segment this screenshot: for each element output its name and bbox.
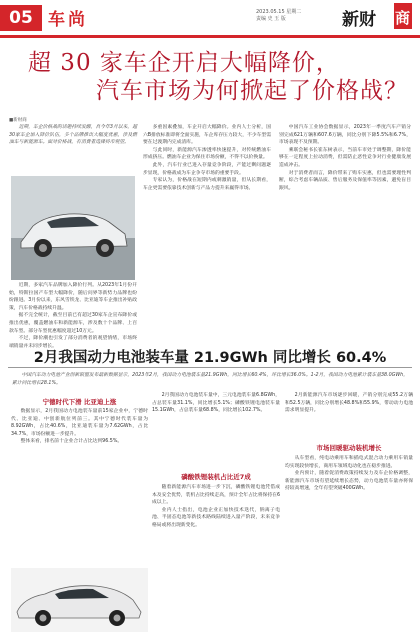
- subhead-2: 磷酸铁锂装机占比近7成: [181, 473, 251, 481]
- article-column-3: [279, 124, 411, 342]
- lead-paragraph: 近期，车企价格战的话题持续发酵，自今年3月以来，超30家车企加入降价队伍，多个品牌推出大幅度优惠，涉及燃油车与新能源车。面对价格战，有消费者选择持币观望。: [9, 125, 137, 146]
- dateline: [256, 9, 301, 23]
- paragraph: 2月新能源汽车市场逐步回暖，产销分别完成55.2万辆和52.5万辆，同比分别增长48.8%和55.9%，带动动力电池需求明显提升。: [285, 393, 413, 414]
- car-photo: [11, 176, 135, 280]
- paragraph: 随着新能源汽车市场进一步下沉，磷酸铁锂电池凭借成本及安全优势，装机占比持续走高，预计全年占比将保持在6成以上。: [152, 485, 280, 506]
- section2-rule: [8, 367, 412, 368]
- article-column-2: [143, 124, 271, 342]
- page-number-badge: 05: [0, 5, 42, 31]
- paragraph: 整体来看，排名前十企业合计占比达到96.5%。: [20, 439, 123, 445]
- section2-column-2b: [152, 484, 280, 634]
- newspaper-logo: [340, 1, 414, 33]
- svg-text:新财: 新财: [342, 10, 376, 30]
- section2-lead: [12, 372, 408, 388]
- date-text: 2023.05.15 星期二: [256, 9, 302, 15]
- lead-paragraph: 中国汽车动力电池产业创新联盟发布最新数据显示，2023年2月，我国动力电池装车量21.9GWh，同比增长60.4%，环比增长36.0%。1-2月，我国动力电池累计装车量38.0GWh，累计同比增长28.1%。: [12, 373, 408, 386]
- section2-headline: 2月我国动力电池装车量 21.9GWh 同比增长 60.4%: [33, 350, 387, 366]
- paragraph: 多重因素叠加，车企开启大幅降价。业内人士分析，国六B排放标准即将全面实施，车企库存压力较大，不少车型需要在过渡期内完成清库。: [143, 125, 272, 146]
- header-rule: [0, 35, 420, 38]
- paragraph: 从车型看，纯电动乘用车和插电式混合动力乘用车销量均实现较快增长，商用车领域电动化也在稳步推进。: [285, 456, 413, 469]
- paragraph: 此外，汽车行业已进入存量竞争阶段，产能过剩问题逐步显现，价格战成为车企争夺市场的重要手段。: [143, 162, 271, 176]
- headline-line-1: 超 30 家车企开启大幅降价，: [28, 50, 340, 76]
- paragraph: 与此同时，新能源汽车渗透率快速提升，对传统燃油车形成挤压。燃油车企业为保住市场份额，不得不以价换量。: [143, 147, 271, 161]
- subhead-1: 宁德时代下滑 比亚迪上涨: [42, 398, 117, 406]
- svg-text:商: 商: [395, 9, 411, 27]
- section2-column-1: [11, 408, 148, 564]
- paragraph: 专家认为，价格战在短期内或刺激销量，但从长期看，车企更需要依靠技术创新与产品力提升来赢得市场。: [143, 178, 271, 191]
- subhead-3: 市场回暖驱动装机增长: [316, 444, 382, 452]
- paragraph: 乘联会秘书长崔东树表示，当前车市处于调整期，降价能够在一定程度上拉动消费，但需防止恶性竞争对行业健康发展造成冲击。: [279, 147, 411, 168]
- byline: ■新财商: [9, 118, 27, 123]
- section-name: 车尚: [48, 10, 88, 30]
- section2-column-2a: [152, 392, 280, 470]
- paragraph: 中国汽车工业协会数据显示，2023年一季度汽车产销分别完成621万辆和607.6万辆，同比分别下降5.5%和6.7%，市场表现不及预期。: [279, 125, 411, 146]
- article-column-1: [9, 282, 137, 349]
- car-photo-2: [11, 568, 148, 632]
- paragraph: 业内人士指出，电池企业正加快技术迭代，钠离子电池、半固态电池等新技术路线陆续进入量产阶段，未来竞争格局或将出现新变化。: [152, 507, 280, 528]
- headline-line-2: 汽车市场为何掀起了价格战？: [96, 78, 408, 104]
- paragraph: 数据显示，2月我国动力电池装车量前15家企业中，宁德时代、比亚迪、中创新航位列前三。其中宁德时代装车量为8.92GWh，占比40.6%，比亚迪装车量为7.62GWh，占比34.7%，市场份额进一步提升。: [11, 409, 148, 437]
- paragraph: 对于消费者而言，降价带来了购车实惠，但也需要理性判断，综合考虑车辆品质、售后服务及保值率等因素，避免盲目跟风。: [279, 170, 411, 191]
- article-lead: [9, 124, 137, 174]
- paragraph: 不过，降价潮也引发了部分消费者的观望情绪，市场终端销量并未同步增长。: [9, 336, 137, 349]
- editor-text: 责编 史 玉 版: [256, 16, 286, 22]
- paragraph: 近期，多家汽车品牌加入降价行列。从2023年1月份开始，特斯拉国产车型大幅降价，随后问界等新势力品牌也纷纷跟进。3月份以来，东风雪铁龙、比亚迪等车企推出补贴政策，汽车价格战持续升温。: [9, 283, 137, 311]
- paragraph: 2月我国动力电池装车量中，三元电池装车量6.8GWh，占总装车量31.1%，同比增长5.1%；磷酸铁锂电池装车量15.1GWh，占总装车量68.8%，同比增长102.7%。: [152, 393, 280, 414]
- section2-column-3b: [285, 455, 413, 633]
- section2-column-3a: [285, 392, 413, 440]
- paragraph: 业内预计，随着促消费政策持续发力及车企价格调整，新能源汽车市场有望延续增长态势，动力电池装车量亦将保持较高增速，全年有望突破400GWh。: [285, 471, 413, 492]
- paragraph: 据不完全统计，截至目前已有超过30家车企宣布降价或推出优惠，覆盖燃油车和新能源车，涉及数十个品牌、上百款车型。部分车型优惠幅度超过10万元。: [9, 313, 137, 334]
